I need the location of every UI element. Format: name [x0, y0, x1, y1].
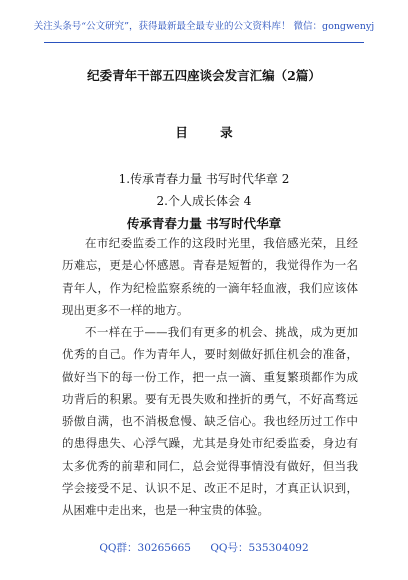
body-paragraph-1: 在市纪委监委工作的这段时光里，我倍感光荣，且经历难忘，更是心怀感恩。青春是短暂的，我觉得作为一名青年人，作为纪检监察系统的一滴年轻血液，我们应该体现出更多不一样的地方。	[62, 236, 358, 317]
body-paragraph-2: 不一样在于——我们有更多的机会、挑战，成为更加优秀的自己。作为青年人，要时刻做好抓住机会的准备，做好当下的每一份工作，把一点一滴、重复繁琐都作为成功背后的积累。要有无畏失败和挫折的勇气，不好高骛远骄傲自满，也不消极怠慢、缺乏信心。我也经历过工作中的患得患失、心浮气躁，尤其是身处市纪委监委，身边有太多优秀的前辈和同仁，总会觉得事情没有做好，但当我学会接受不足、认识不足、改正不足时，才真正认识到，从困难中走出来，也是一种宝贵的体验。	[62, 325, 358, 518]
document-title: 纪委青年干部五四座谈会发言汇编（2篇）	[87, 68, 321, 83]
toc-entry-1: 1.传承青春力量 书写时代华章 2	[118, 172, 290, 186]
header-divider	[44, 42, 364, 43]
footer-qq-number: QQ号：535304092	[210, 542, 309, 554]
footer-contact	[0, 540, 408, 555]
header-banner: 关注头条号“公文研究”，获得最新最全最专业的公文资料库！ 微信：gongwenyj	[33, 21, 375, 32]
footer-qq-group: QQ群：30265665	[99, 542, 191, 554]
toc-entry-2: 2.个人成长体会 4	[156, 194, 252, 208]
toc-heading: 目 录	[175, 125, 247, 140]
section-title: 传承青春力量 书写时代华章	[126, 216, 282, 231]
